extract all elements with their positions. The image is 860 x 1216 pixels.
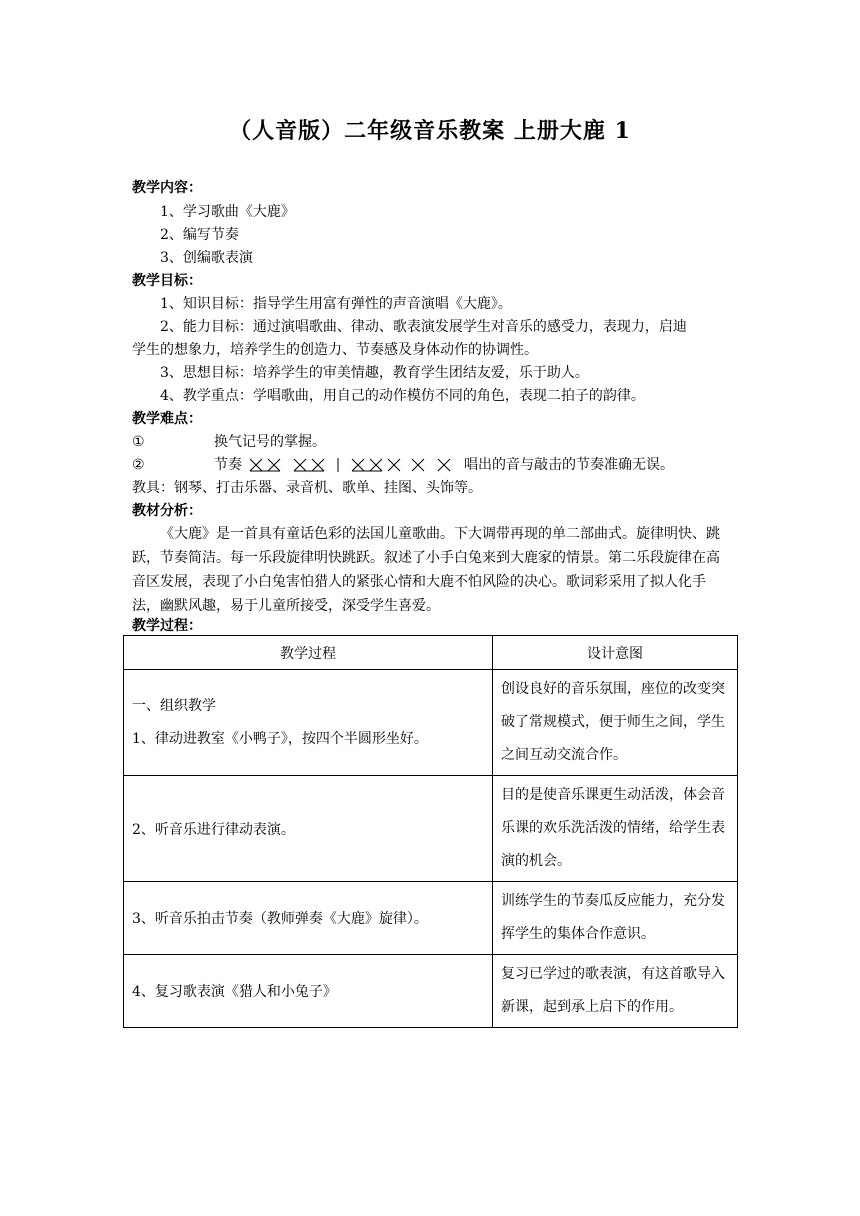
- goal-thought: 3、思想目标：培养学生的审美情趣，教育学生团结友爱，乐于助人。: [160, 365, 589, 381]
- teaching-tools: 教具：钢琴、打击乐器、录音机、歌单、挂图、头饰等。: [132, 480, 482, 496]
- process-table: [123, 635, 738, 1028]
- goal-keypoint: 4、教学重点：学唱歌曲，用自己的动作模仿不同的角色，表现二拍子的韵律。: [160, 388, 645, 404]
- process-step: 一、组织教学: [132, 698, 216, 714]
- content-heading: 教学内容：: [132, 180, 202, 196]
- difficulty-rhythm-line: [214, 455, 674, 475]
- table-row: [124, 955, 738, 1028]
- rhythm-suffix: 唱出的音与敲击的节奏准确无误。: [464, 457, 674, 473]
- analysis-heading: 教材分析：: [132, 503, 202, 519]
- process-cell: 3、听音乐拍击节奏（教师弹奏《大鹿》旋律）。: [124, 882, 493, 955]
- table-row: [124, 670, 738, 776]
- intent-cell: 目的是使音乐课更生动活泼，体会音乐课的欢乐洗活泼的情绪，给学生表演的机会。: [493, 776, 738, 882]
- difficulty-number: ②: [132, 457, 145, 473]
- intent-cell: 训练学生的节奏瓜反应能力，充分发挥学生的集体合作意识。: [493, 882, 738, 955]
- process-cell: 2、听音乐进行律动表演。: [124, 776, 493, 882]
- content-item: 2、编写节奏: [160, 227, 239, 243]
- table-header-row: [124, 636, 738, 670]
- intent-cell: 复习已学过的歌表演，有这首歌导入新课，起到承上启下的作用。: [493, 955, 738, 1028]
- content-item: 3、创编歌表演: [160, 250, 253, 266]
- analysis-paragraph: [132, 522, 732, 618]
- goals-heading: 教学目标：: [132, 273, 202, 289]
- difficulty-heading: 教学难点：: [132, 411, 202, 427]
- rhythm-prefix: 节奏: [214, 457, 242, 473]
- table-row: [124, 776, 738, 882]
- process-cell: 4、复习歌表演《猎人和小兔子》: [124, 955, 493, 1028]
- column-header-intent: 设计意图: [493, 636, 738, 670]
- table-row: [124, 882, 738, 955]
- analysis-text: 《大鹿》是一首具有童话色彩的法国儿童歌曲。下大调带再现的单二部曲式。旋律明快、跳跃，节奏简洁。每一乐段旋律明快跳跃。叙述了小手白兔来到大鹿家的情景。第二乐段旋律在高音区发展，表现了小白兔害怕猎人的紧张心情和大鹿不怕风险的决心。歌词彩采用了拟人化手法，幽默风趣，易于儿童所接受，深受学生喜爱。: [132, 526, 720, 614]
- goal-knowledge: 1、知识目标：指导学生用富有弹性的声音演唱《大鹿》。: [160, 296, 512, 312]
- difficulty-text: 换气记号的掌握。: [214, 434, 326, 450]
- content-item: 1、学习歌曲《大鹿》: [160, 204, 295, 220]
- process-step: 1、律动进教室《小鸭子》，按四个半圆形坐好。: [132, 731, 428, 747]
- process-heading: 教学过程：: [132, 618, 202, 634]
- column-header-process: 教学过程: [124, 636, 493, 670]
- goal-ability: 2、能力目标：通过演唱歌曲、律动、歌表演发展学生对音乐的感受力，表现力，启迪: [160, 319, 687, 335]
- goal-ability-cont: 学生的想象力，培养学生的创造力、节奏感及身体动作的协调性。: [132, 342, 538, 358]
- difficulty-number: ①: [132, 434, 145, 450]
- intent-cell: 创设良好的音乐氛围，座位的改变突破了常规模式，便于师生之间，学生之间互动交流合作。: [493, 670, 738, 776]
- document-title: （人音版）二年级音乐教案 上册大鹿 1: [229, 118, 631, 144]
- rhythm-notation-icon: [248, 456, 458, 474]
- process-cell: [124, 670, 493, 776]
